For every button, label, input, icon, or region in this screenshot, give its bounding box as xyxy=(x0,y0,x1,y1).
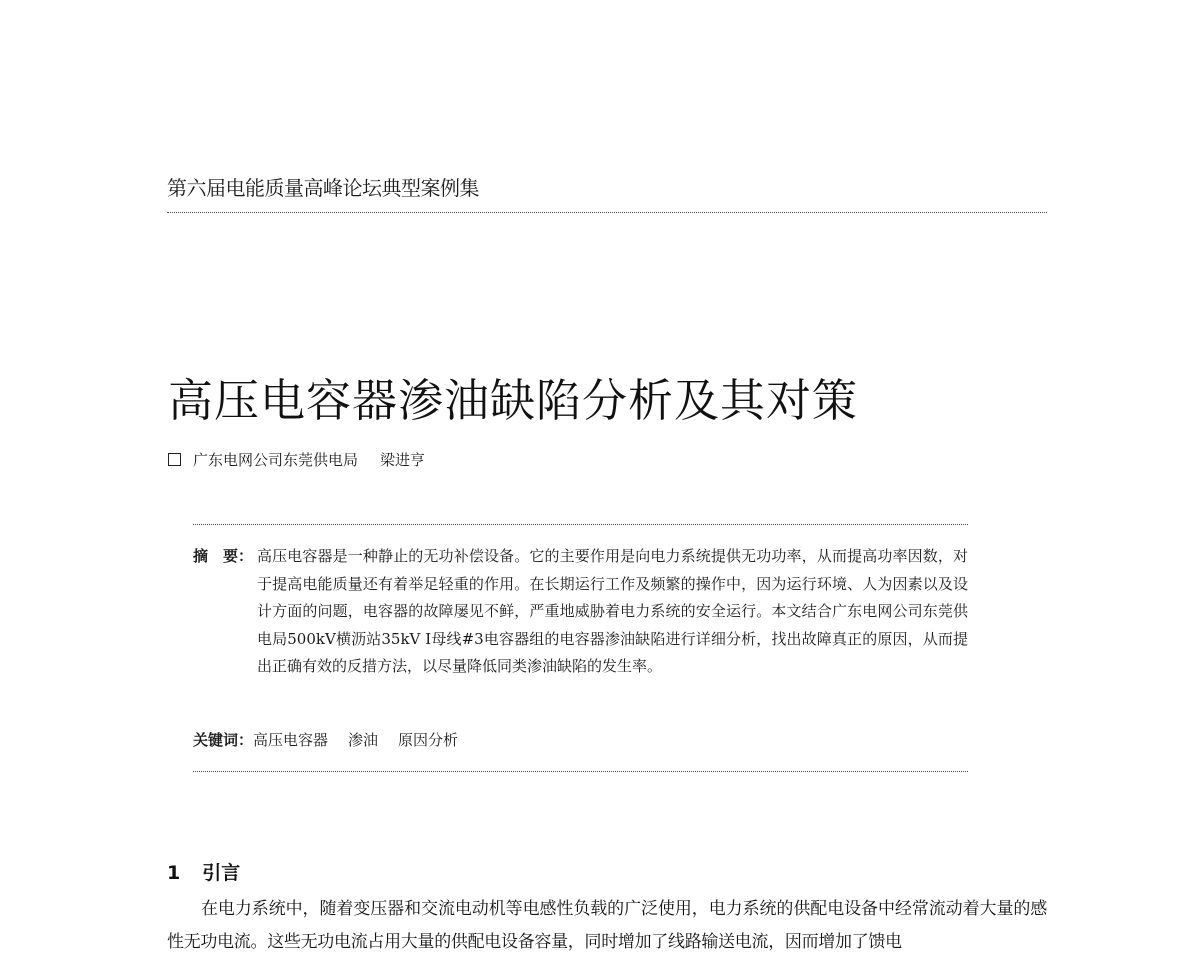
abstract-block xyxy=(193,543,968,681)
article-title: 高压电容器渗油缺陷分析及其对策 xyxy=(168,374,859,427)
author-name: 梁进亨 xyxy=(380,451,426,469)
byline xyxy=(168,449,425,470)
author-organization: 广东电网公司东莞供电局 xyxy=(193,451,359,469)
body-paragraph: 在电力系统中，随着变压器和交流电动机等电感性负载的广泛使用，电力系统的供配电设备中经常流动着大量的感性无功电流。这些无功电流占用大量的供配电设备容量，同时增加了线路输送电流，因而增加了馈电 xyxy=(167,899,1047,952)
section-heading xyxy=(167,858,240,885)
keywords-label: 关键词： xyxy=(193,731,254,749)
header-divider xyxy=(167,212,1047,213)
keyword: 渗油 xyxy=(348,731,379,749)
abstract-bottom-divider xyxy=(193,771,968,772)
abstract-text: 高压电容器是一种静止的无功补偿设备。它的主要作用是向电力系统提供无功功率，从而提高功率因数，对于提高电能质量还有着举足轻重的作用。在长期运行工作及频繁的操作中，因为运行环境、人为因素以及设计方面的问题，电容器的故障屡见不鲜，严重地威胁着电力系统的安全运行。本文结合广东电网公司东莞供电局500kV横沥站35kV I母线#3电容器组的电容器渗油缺陷进行详细分析，找出故障真正的原因，从而提出正确有效的反措方法，以尽量降低同类渗油缺陷的发生率。 xyxy=(257,547,968,676)
abstract-top-divider xyxy=(193,524,968,525)
section-number: 1 xyxy=(167,862,181,884)
section-title: 引言 xyxy=(202,862,241,884)
keywords-line xyxy=(193,729,478,750)
square-bullet-icon xyxy=(168,453,181,466)
keyword: 原因分析 xyxy=(398,731,459,749)
abstract-label: 摘 要： xyxy=(193,547,254,565)
running-head: 第六届电能质量高峰论坛典型案例集 xyxy=(167,176,479,200)
keyword: 高压电容器 xyxy=(253,731,329,749)
